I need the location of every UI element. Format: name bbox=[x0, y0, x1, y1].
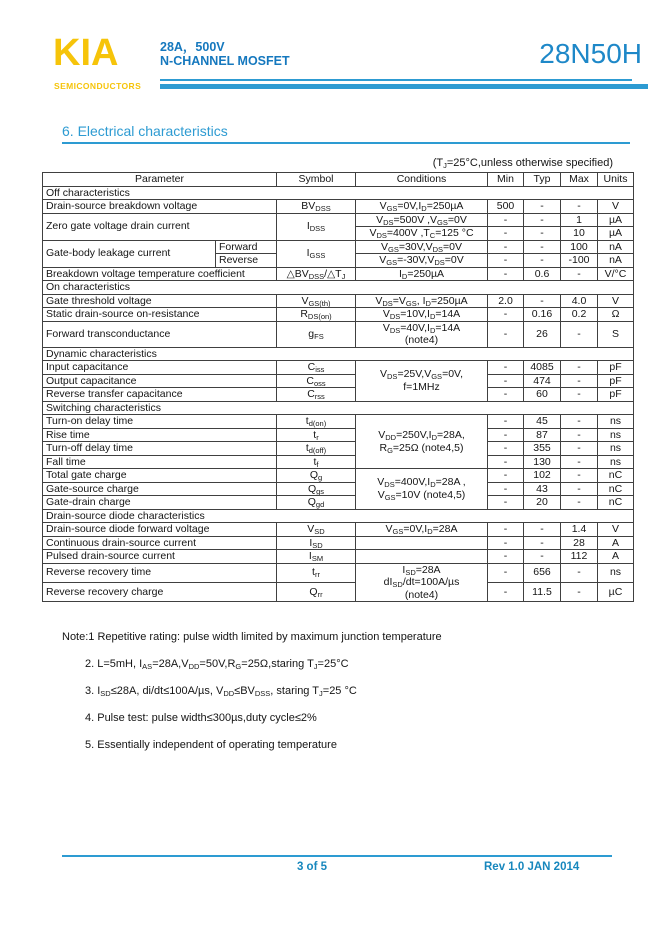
revision-label: Rev 1.0 JAN 2014 bbox=[484, 861, 580, 873]
section-label-cell: Dynamic characteristics bbox=[43, 347, 634, 361]
table-cell: $V_{GS}=-30V,V_{DS}=0V$ bbox=[356, 254, 488, 268]
table-body bbox=[43, 186, 634, 602]
table-cell: - bbox=[488, 482, 524, 496]
table-cell: V bbox=[598, 523, 634, 537]
table-row bbox=[43, 361, 634, 375]
table-cell: $t_r$ bbox=[277, 428, 356, 442]
table-cell bbox=[356, 550, 488, 564]
table-cell: 43 bbox=[524, 482, 561, 496]
table-cell: ns bbox=[598, 442, 634, 456]
table-cell: ns bbox=[598, 415, 634, 429]
table-section-row bbox=[43, 509, 634, 523]
table-cell: - bbox=[488, 428, 524, 442]
table-row bbox=[43, 308, 634, 322]
table-cell: - bbox=[488, 308, 524, 322]
section-label-cell: Off characteristics bbox=[43, 186, 634, 200]
table-cell: $g_{FS}$ bbox=[277, 321, 356, 347]
table-cell: - bbox=[488, 213, 524, 227]
table-cell: nA bbox=[598, 254, 634, 268]
table-cell: A bbox=[598, 550, 634, 564]
column-header-typ: Typ bbox=[524, 173, 561, 187]
table-row bbox=[43, 267, 634, 281]
table-row bbox=[43, 455, 634, 469]
note-line: 2. L=5mH, $I_{AS}=28A,V_{DD}=50V,R_G=25\Omega,staring$ $T_J=25^\circ C$ bbox=[85, 658, 349, 671]
table-row bbox=[43, 442, 634, 456]
table-cell: Reverse recovery time bbox=[43, 563, 277, 582]
table-cell: - bbox=[561, 267, 598, 281]
table-cell: $Q_{rr}$ bbox=[277, 582, 356, 601]
table-cell: 45 bbox=[524, 415, 561, 429]
table-cell: nC bbox=[598, 482, 634, 496]
table-cell: Forward transconductance bbox=[43, 321, 277, 347]
table-cell: 60 bbox=[524, 388, 561, 402]
electrical-characteristics-table bbox=[42, 172, 634, 602]
part-number: 28N50H bbox=[539, 38, 642, 69]
table-caption: ($T_J=25^\circ C,unless$ otherwise specified) bbox=[432, 157, 613, 170]
table-cell: $I_{SD}=28A$ $dI_{SD}/dt=100A/\mu s$ (note4) bbox=[356, 563, 488, 602]
table-cell: nC bbox=[598, 469, 634, 483]
table-cell bbox=[356, 536, 488, 550]
footer-rule bbox=[62, 855, 612, 857]
table-cell: µA bbox=[598, 213, 634, 227]
table-cell: - bbox=[488, 267, 524, 281]
table-row bbox=[43, 428, 634, 442]
column-header-min: Min bbox=[488, 173, 524, 187]
table-cell: $V_{DS}=500V$ $,V_{GS}=0V$ bbox=[356, 213, 488, 227]
header-rule-thick bbox=[160, 84, 648, 89]
table-cell: Drain-source breakdown voltage bbox=[43, 200, 277, 214]
table-row bbox=[43, 294, 634, 308]
section-label-cell: On characteristics bbox=[43, 281, 634, 295]
table-cell: - bbox=[561, 200, 598, 214]
table-cell: nC bbox=[598, 496, 634, 510]
table-cell: $I_{DSS}$ bbox=[277, 213, 356, 240]
table-cell: - bbox=[524, 254, 561, 268]
note-line: Note:1 Repetitive rating: pulse width limited by maximum junction temperature bbox=[62, 631, 442, 643]
table-cell: Static drain-source on-resistance bbox=[43, 308, 277, 322]
table-cell: - bbox=[561, 563, 598, 582]
table-cell: Input capacitance bbox=[43, 361, 277, 375]
section-label-cell: Switching characteristics bbox=[43, 401, 634, 415]
table-cell: µA bbox=[598, 227, 634, 241]
table-cell: -100 bbox=[561, 254, 598, 268]
table-cell: 130 bbox=[524, 455, 561, 469]
page-indicator: 3 of 5 bbox=[296, 861, 328, 873]
table-cell: $V_{DS}=40V,I_D=14A$ (note4) bbox=[356, 321, 488, 347]
table-cell: $R_{DS(on)}$ bbox=[277, 308, 356, 322]
table-row bbox=[43, 536, 634, 550]
table-row bbox=[43, 523, 634, 537]
table-cell: 20 bbox=[524, 496, 561, 510]
table-cell: 0.16 bbox=[524, 308, 561, 322]
table-cell: 1 bbox=[561, 213, 598, 227]
table-cell: $V_{SD}$ bbox=[277, 523, 356, 537]
table-cell: Forward bbox=[216, 240, 277, 254]
table-cell: $I_{SD}$ bbox=[277, 536, 356, 550]
table-cell: $t_{rr}$ bbox=[277, 563, 356, 582]
table-cell: Total gate charge bbox=[43, 469, 277, 483]
table-cell: - bbox=[524, 213, 561, 227]
table-cell: - bbox=[561, 361, 598, 375]
table-cell: 28 bbox=[561, 536, 598, 550]
table-row bbox=[43, 213, 634, 227]
table-cell: - bbox=[524, 294, 561, 308]
table-row bbox=[43, 496, 634, 510]
table-cell: Reverse transfer capacitance bbox=[43, 388, 277, 402]
table-cell: Breakdown voltage temperature coefficient bbox=[43, 267, 277, 281]
table-cell: 100 bbox=[561, 240, 598, 254]
table-cell: - bbox=[488, 563, 524, 582]
table-cell: Drain-source diode forward voltage bbox=[43, 523, 277, 537]
table-cell: - bbox=[524, 200, 561, 214]
table-cell: $V_{DS}=400V,I_D=28A$ , $V_{GS}=10V$ (note4,5) bbox=[356, 469, 488, 510]
table-cell: $V_{GS}=0V,I_D=28A$ bbox=[356, 523, 488, 537]
column-header-conditions: Conditions bbox=[356, 173, 488, 187]
table-cell: - bbox=[488, 227, 524, 241]
table-cell: V bbox=[598, 294, 634, 308]
table-cell: $V_{GS}=30V,V_{DS}=0V$ bbox=[356, 240, 488, 254]
note-line: 5. Essentially independent of operating temperature bbox=[85, 739, 337, 751]
table-cell: $BV_{DSS}$ bbox=[277, 200, 356, 214]
table-cell: 26 bbox=[524, 321, 561, 347]
table-cell: - bbox=[488, 523, 524, 537]
table-cell: $Q_{gs}$ bbox=[277, 482, 356, 496]
table-cell: - bbox=[561, 582, 598, 601]
table-row bbox=[43, 582, 634, 601]
table-cell: $I_{GSS}$ bbox=[277, 240, 356, 267]
table-cell: - bbox=[561, 482, 598, 496]
table-cell: - bbox=[524, 523, 561, 537]
table-cell: A bbox=[598, 536, 634, 550]
table-cell: - bbox=[561, 388, 598, 402]
table-cell: - bbox=[488, 361, 524, 375]
table-cell: $V_{GS}=0V,I_D=250\mu A$ bbox=[356, 200, 488, 214]
table-cell: - bbox=[524, 550, 561, 564]
table-row bbox=[43, 374, 634, 388]
table-cell: - bbox=[561, 415, 598, 429]
table-header-row bbox=[43, 173, 634, 187]
table-row bbox=[43, 240, 634, 254]
table-cell: µC bbox=[598, 582, 634, 601]
table-section-row bbox=[43, 401, 634, 415]
table-row bbox=[43, 415, 634, 429]
table-cell: $I_D=250\mu A$ bbox=[356, 267, 488, 281]
table-cell: 4085 bbox=[524, 361, 561, 375]
table-cell: $I_{SM}$ bbox=[277, 550, 356, 564]
table-cell: 102 bbox=[524, 469, 561, 483]
table-cell: $C_{iss}$ bbox=[277, 361, 356, 375]
notes-block bbox=[62, 630, 622, 765]
table-cell: $t_{d(off)}$ bbox=[277, 442, 356, 456]
table-cell: 474 bbox=[524, 374, 561, 388]
table-cell: - bbox=[561, 321, 598, 347]
table-cell: 87 bbox=[524, 428, 561, 442]
table-cell: - bbox=[488, 240, 524, 254]
column-header-units: Units bbox=[598, 173, 634, 187]
table-cell: - bbox=[488, 496, 524, 510]
table-cell: $V_{DS}=V_{GS}$, $I_D=250\mu A$ bbox=[356, 294, 488, 308]
table-cell: - bbox=[488, 254, 524, 268]
table-cell: - bbox=[488, 469, 524, 483]
table-cell: pF bbox=[598, 361, 634, 375]
table-cell: $V_{DS}=25V,V_{GS}=0V$, f=1MHz bbox=[356, 361, 488, 402]
table-cell: pF bbox=[598, 388, 634, 402]
table-row bbox=[43, 563, 634, 582]
table-section-row bbox=[43, 281, 634, 295]
table-cell: ns bbox=[598, 428, 634, 442]
table-cell: ns bbox=[598, 455, 634, 469]
note-line: 3. $I_{SD}\le 28A$, di/dt≤100A/µs, $V_{DD}\le BV_{DSS}$, staring $T_J=25$ °C bbox=[85, 685, 357, 698]
table-section-row bbox=[43, 347, 634, 361]
table-row bbox=[43, 200, 634, 214]
product-rating: 28A，500V bbox=[160, 40, 225, 54]
table-cell: 112 bbox=[561, 550, 598, 564]
table-cell: Pulsed drain-source current bbox=[43, 550, 277, 564]
table-cell: $Q_{gd}$ bbox=[277, 496, 356, 510]
table-cell: - bbox=[524, 240, 561, 254]
table-cell: $C_{rss}$ bbox=[277, 388, 356, 402]
table-cell: - bbox=[488, 582, 524, 601]
table-cell: 355 bbox=[524, 442, 561, 456]
table-cell: - bbox=[488, 374, 524, 388]
table-cell: - bbox=[561, 428, 598, 442]
column-header-symbol: Symbol bbox=[277, 173, 356, 187]
table-cell: $V_{GS(th)}$ bbox=[277, 294, 356, 308]
table-cell: 500 bbox=[488, 200, 524, 214]
note-line: 4. Pulse test: pulse width≤300µs,duty cycle≤2% bbox=[85, 712, 317, 724]
table-cell: Rise time bbox=[43, 428, 277, 442]
table-cell: - bbox=[488, 455, 524, 469]
table-cell: 2.0 bbox=[488, 294, 524, 308]
table-cell: Gate-source charge bbox=[43, 482, 277, 496]
table-cell: Gate-body leakage current bbox=[43, 240, 216, 267]
table-cell: - bbox=[561, 469, 598, 483]
table-row bbox=[43, 550, 634, 564]
table-row bbox=[43, 388, 634, 402]
table-cell: Turn-off delay time bbox=[43, 442, 277, 456]
table-row bbox=[43, 482, 634, 496]
table-cell: $\triangle BV_{DSS}/\triangle T_J$ bbox=[277, 267, 356, 281]
section-label-cell: Drain-source diode characteristics bbox=[43, 509, 634, 523]
table-cell: 656 bbox=[524, 563, 561, 582]
table-cell: - bbox=[488, 442, 524, 456]
table-row bbox=[43, 469, 634, 483]
table-cell: - bbox=[561, 374, 598, 388]
table-cell: $V_{DS}=400V$ $,T_C=125$ °C bbox=[356, 227, 488, 241]
table-cell: 1.4 bbox=[561, 523, 598, 537]
table-cell: - bbox=[524, 227, 561, 241]
table-cell: - bbox=[561, 442, 598, 456]
table-cell: Turn-on delay time bbox=[43, 415, 277, 429]
table-cell: Reverse recovery charge bbox=[43, 582, 277, 601]
table-cell: $Q_g$ bbox=[277, 469, 356, 483]
table-cell: 0.2 bbox=[561, 308, 598, 322]
section-title: 6. Electrical characteristics bbox=[62, 123, 630, 144]
table-cell: Reverse bbox=[216, 254, 277, 268]
logo-subtitle: SEMICONDUCTORS bbox=[54, 81, 142, 91]
table-cell: - bbox=[561, 455, 598, 469]
table-cell: 11.5 bbox=[524, 582, 561, 601]
table-cell: Gate threshold voltage bbox=[43, 294, 277, 308]
table-cell: S bbox=[598, 321, 634, 347]
table-cell: - bbox=[524, 536, 561, 550]
table-cell: 4.0 bbox=[561, 294, 598, 308]
table-cell: $V_{DD}=250V,I_D=28A$, $R_G=25\Omega$ (note4,5) bbox=[356, 415, 488, 469]
table-cell: - bbox=[488, 536, 524, 550]
table-cell: 0.6 bbox=[524, 267, 561, 281]
table-cell: Gate-drain charge bbox=[43, 496, 277, 510]
table-cell: - bbox=[561, 496, 598, 510]
product-type: N-CHANNEL MOSFET bbox=[160, 54, 290, 68]
table-row bbox=[43, 321, 634, 347]
table-cell: Continuous drain-source current bbox=[43, 536, 277, 550]
table-cell: pF bbox=[598, 374, 634, 388]
header-rule-thin bbox=[160, 79, 632, 81]
table-cell: ns bbox=[598, 563, 634, 582]
table-cell: Output capacitance bbox=[43, 374, 277, 388]
table-cell: V bbox=[598, 200, 634, 214]
table-cell: $t_f$ bbox=[277, 455, 356, 469]
table-cell: - bbox=[488, 550, 524, 564]
table-cell: nA bbox=[598, 240, 634, 254]
table-cell: - bbox=[488, 415, 524, 429]
table-cell: 10 bbox=[561, 227, 598, 241]
table-cell: Ω bbox=[598, 308, 634, 322]
kia-logo: KIA bbox=[53, 32, 119, 74]
column-header-max: Max bbox=[561, 173, 598, 187]
table-cell: - bbox=[488, 321, 524, 347]
table-cell: Zero gate voltage drain current bbox=[43, 213, 277, 240]
table-cell: $C_{oss}$ bbox=[277, 374, 356, 388]
table-cell: $t_{d(on)}$ bbox=[277, 415, 356, 429]
column-header-parameter: Parameter bbox=[43, 173, 277, 187]
table-cell: $V_{DS}=10V,I_D=14A$ bbox=[356, 308, 488, 322]
table-cell: V/°C bbox=[598, 267, 634, 281]
table-cell: Fall time bbox=[43, 455, 277, 469]
table-cell: - bbox=[488, 388, 524, 402]
table-section-row bbox=[43, 186, 634, 200]
